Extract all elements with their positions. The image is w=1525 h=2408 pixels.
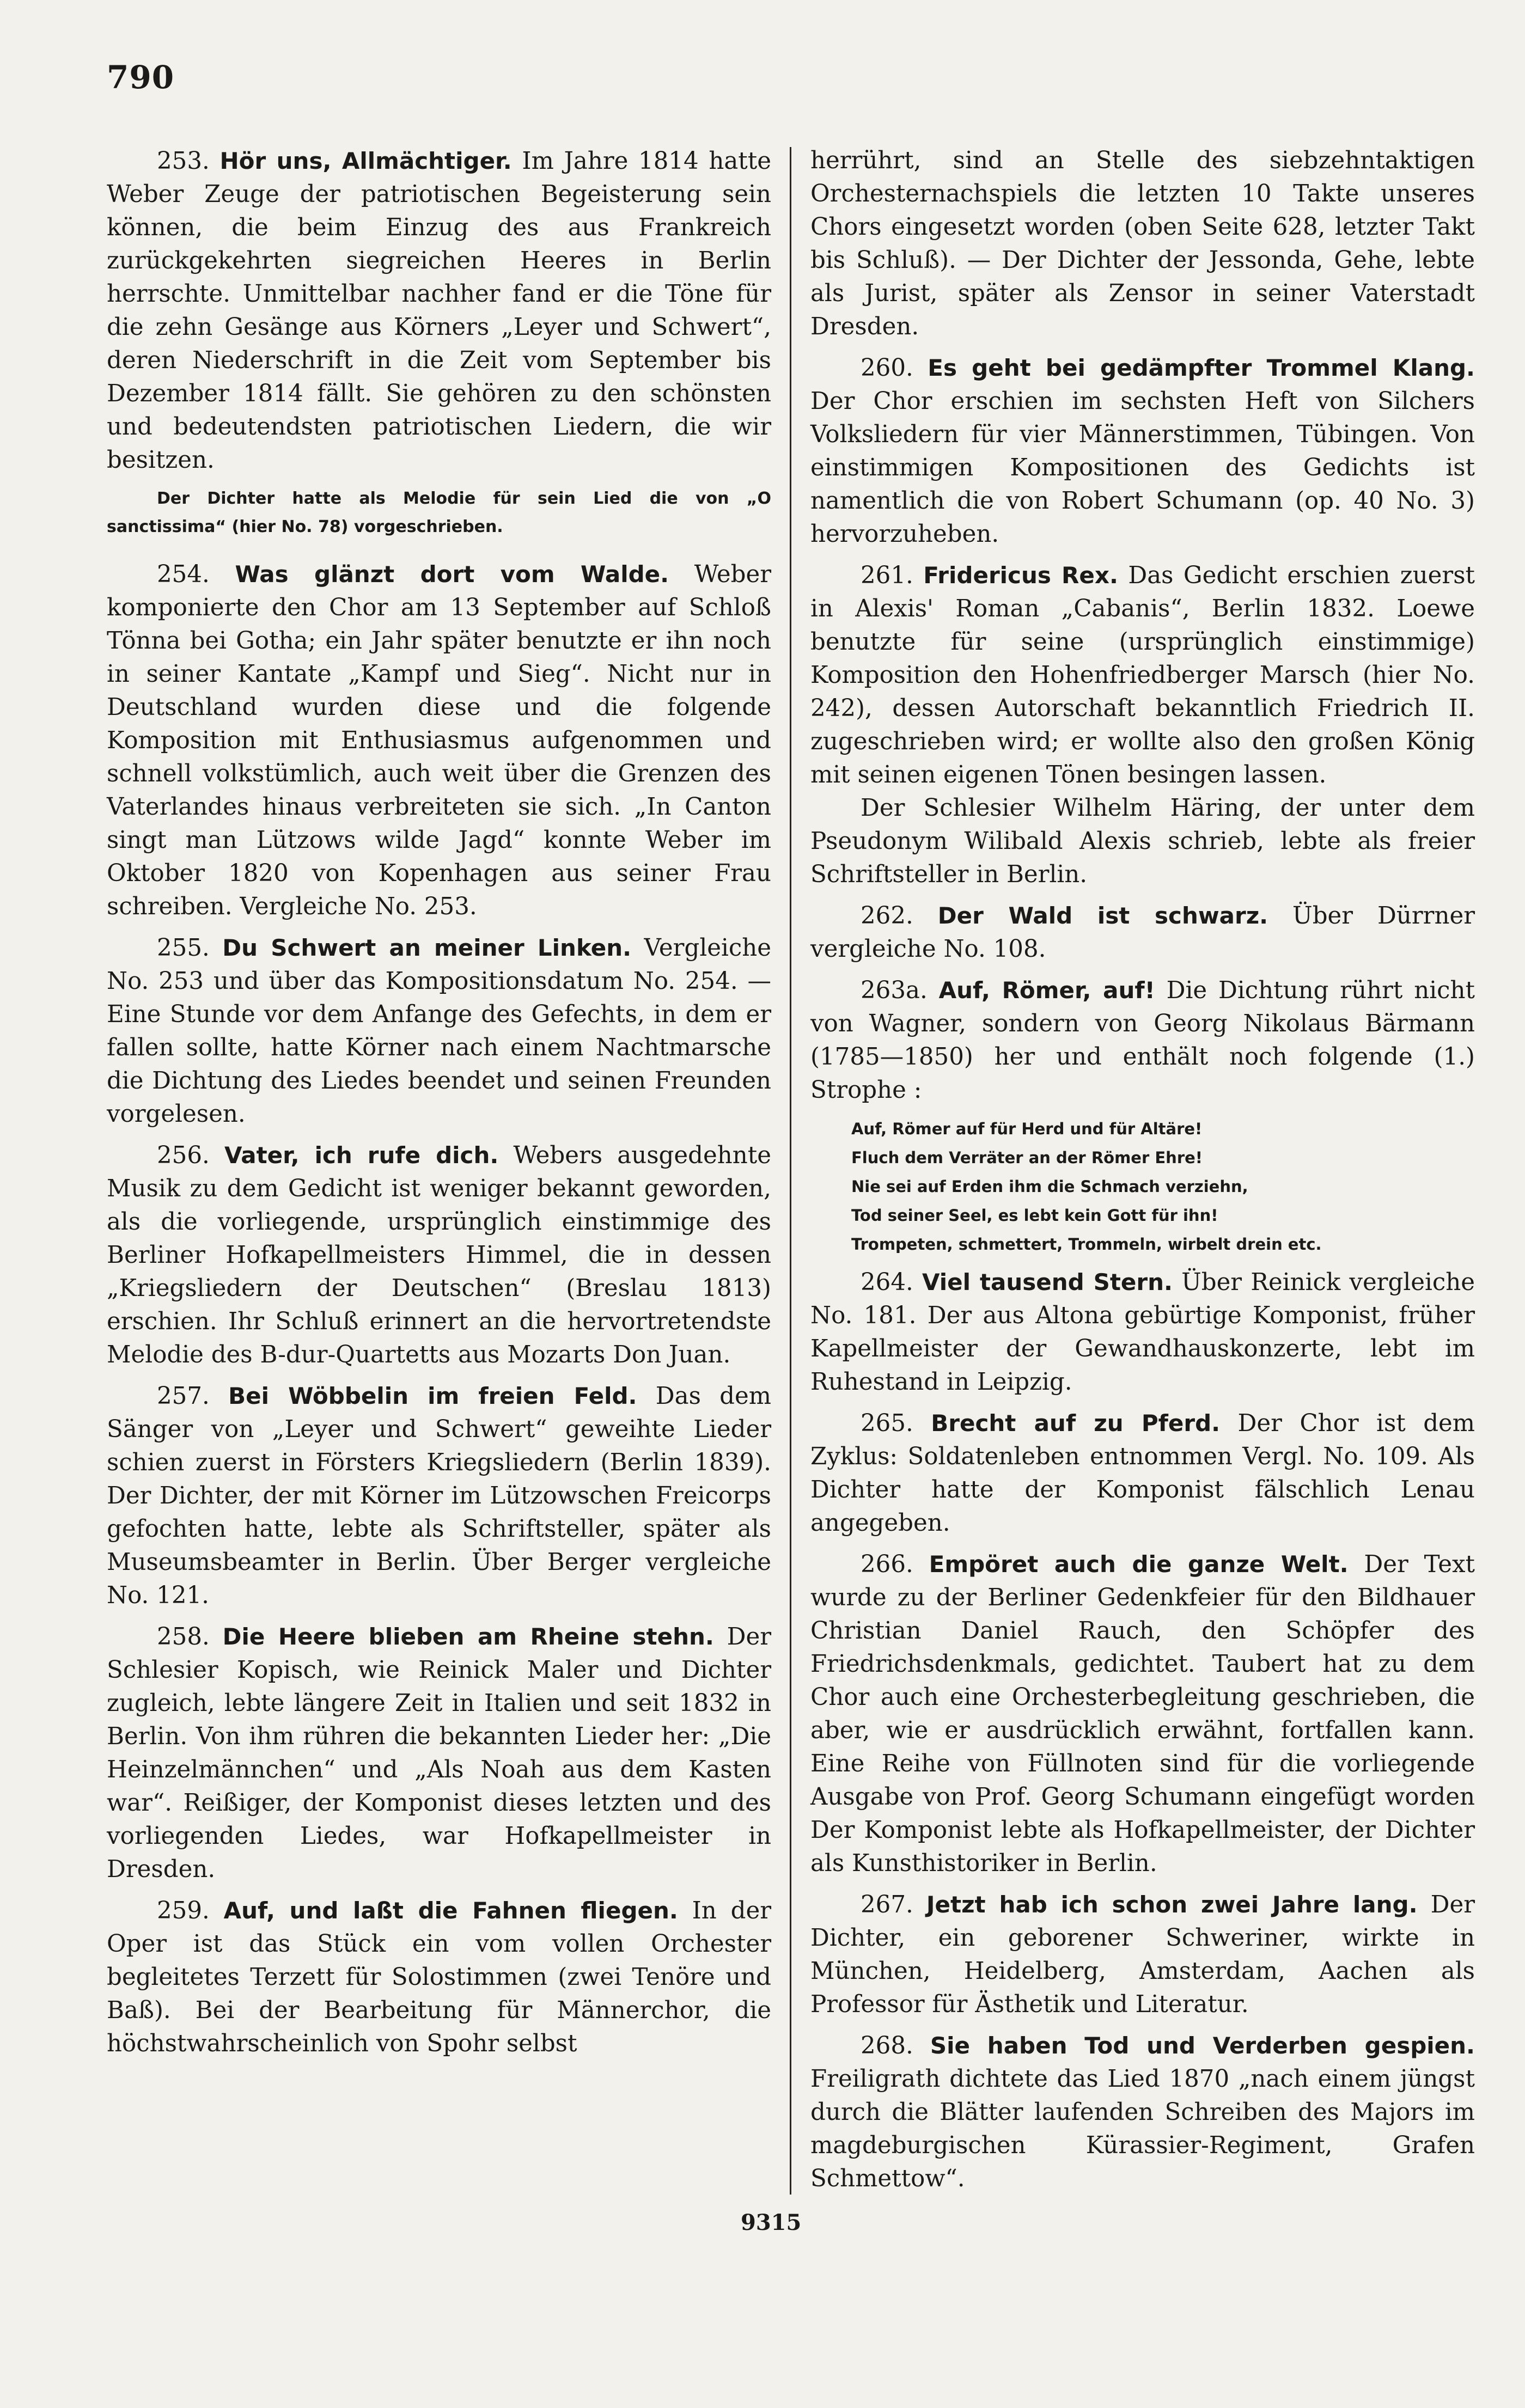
verse-line: Trompeten, schmettert, Trommeln, wirbelt drein etc. [851,1235,1322,1254]
entry-253 [107,144,771,477]
entry-text: Der Chor ist dem Zyklus: Soldatenleben entnommen Vergl. No. 109. Als Dichter hatte der Komponist fälschlich Lenau angegeben. [810,1410,1475,1537]
entry-text: Webers ausgedehnte Musik zu dem Gedicht ist weniger bekannt geworden, als die vorliegende, ursprünglich einstimmige des Berliner Hofkapellmeisters Himmel, die in dessen „Kriegsliedern der Deutschen“ (Breslau 1813) erschien. Ihr Schluß erinnert an die hervortretendste Melodie des B-dur-Quartetts aus Mozarts Don Juan. [107,1142,771,1368]
right-column [810,144,1475,2203]
entry-number: 254. [157,561,210,588]
entry-number: 266. [861,1551,913,1578]
entry-text: Der Schlesier Kopisch, wie Reinick Maler und Dichter zugleich, lebte längere Zeit in Italien und seit 1832 in Berlin. Von ihm rühren die bekannten Lieder her: „Die Heinzelmännchen“ und „Als Noah aus dem Kasten war“. Reißiger, der Komponist dieses letzten und des vorliegenden Liedes, war Hofkapellmeister in Dresden. [107,1623,772,1883]
verse-line: Nie sei auf Erden ihm die Schmach verziehn, [851,1177,1248,1196]
entry-number: 259. [157,1897,210,1924]
entry-text: Die Dichtung rührt nicht von Wagner, sondern von Georg Nikolaus Bärmann (1785—1850) her und enthält noch folgende (1.) Strophe : [810,977,1475,1104]
entry-text: Über Dürrner vergleiche No. 108. [810,902,1475,963]
entry-259 [107,1894,771,2061]
entry-text: Über Reinick vergleiche No. 181. Der aus Altona gebürtige Komponist, früher Kapellmeister der Gewandhauskonzerte, lebt im Ruhestand in Leipzig. [810,1269,1475,1396]
entry-number: 265. [861,1410,913,1437]
entry-text: Der Dichter, ein geborener Schweriner, wirkte in München, Heidelberg, Amsterdam, Aachen als Professor für Ästhetik und Literatur. [810,1891,1475,2018]
entry-title: Viel tausend Stern. [922,1269,1173,1295]
entry-text: Der Text wurde zu der Berliner Gedenkfeier für den Bildhauer Christian Daniel Rauch, den Schöpfer des Friedrichsdenkmals, gedichtet. Taubert hat zu dem Chor auch eine Orchesterbegleitung geschrieben, die aber, wie er ausdrücklich erwähnt, fortfallen kann. Eine Reihe von Füllnoten sind für die vorliegende Ausgabe von Prof. Georg Schumann eingefügt worden Der Komponist lebte als Hofkapellmeister, der Dichter als Kunsthistoriker in Berlin. [810,1551,1475,1877]
entry-number: 253. [157,148,210,175]
entry-263a [810,974,1475,1107]
entry-268 [810,2029,1475,2196]
entry-number: 268. [861,2032,913,2059]
entry-title: Brecht auf zu Pferd. [931,1410,1221,1437]
entry-title: Bei Wöbbelin im freien Feld. [228,1383,637,1409]
entry-title: Die Heere blieben am Rheine stehn. [222,1623,714,1650]
entry-254 [107,558,771,924]
entry-title: Fridericus Rex. [923,562,1118,589]
entry-255 [107,931,771,1131]
entry-260 [810,351,1475,551]
entry-title: Vater, ich rufe dich. [224,1142,499,1169]
entry-264 [810,1266,1475,1399]
entry-text: Das dem Sänger von „Leyer und Schwert“ geweihte Lieder schien zuerst in Försters Kriegsliedern (Berlin 1839). Der Dichter, der mit Körner im Lützowschen Freicorps gefochten hatte, lebte als Schriftsteller, später als Museumsbeamter in Berlin. Über Berger vergleiche No. 121. [107,1383,772,1609]
entry-text: Freiligrath dichtete das Lied 1870 „nach einem jüngst durch die Blätter laufenden Schreiben des Majors im magdeburgischen Kürassier-Regiment, Grafen Schmettow“. [810,2065,1475,2192]
entry-number: 263a. [861,977,928,1004]
entry-number: 256. [157,1142,210,1169]
entry-text: Das Gedicht erschien zuerst in Alexis' Roman „Cabanis“, Berlin 1832. Loewe benutzte für seine (ursprünglich einstimmige) Komposition den Hohenfriedberger Marsch (hier No. 242), dessen Autorschaft bekanntlich Friedrich II. zugeschrieben wird; er wollte also den großen König mit seinen eigenen Tönen besingen lassen. [810,562,1475,789]
entry-258 [107,1620,771,1886]
verse-263a [851,1115,1475,1259]
entry-267 [810,1888,1475,2021]
page-number: 790 [107,59,175,96]
entry-number: 260. [861,355,913,382]
entry-253-note: Der Dichter hatte als Melodie für sein Lied die von „O sanctissima“ (hier No. 78) vorgeschrieben. [107,489,771,536]
left-column [107,144,771,2068]
entry-title: Was glänzt dort vom Walde. [235,561,669,588]
entry-text: Im Jahre 1814 hatte Weber Zeuge der patriotischen Begeisterung sein können, die beim Einzug des aus Frankreich zurückgekehrten siegreichen Heeres in Berlin herrschte. Unmittelbar nachher fand er die Töne für die zehn Gesänge aus Körners „Leyer und Schwert“, deren Niederschrift in die Zeit vom September bis Dezember 1814 fällt. Sie gehören zu den schönsten und bedeutendsten patriotischen Liedern, die wir besitzen. [107,148,772,474]
continuation-text: herrührt, sind an Stelle des siebzehntaktigen Orchesternachspiels die letzten 10 Takte unseres Chors eingesetzt worden (oben Seite 628, letzter Takt bis Schluß). — Der Dichter der Jessonda, Gehe, lebte als Jurist, später als Zensor in seiner Vaterstadt Dresden. [810,147,1475,340]
entry-title: Empöret auch die ganze Welt. [929,1551,1349,1578]
entry-number: 257. [157,1383,210,1410]
entry-265 [810,1407,1475,1540]
entry-261 [810,559,1475,891]
verse-line: Fluch dem Verräter an der Römer Ehre! [851,1148,1203,1167]
entry-number: 261. [861,562,913,589]
entry-title: Auf, und laßt die Fahnen fliegen. [223,1897,678,1924]
entry-number: 267. [861,1891,913,1918]
entry-266 [810,1548,1475,1880]
entry-title: Der Wald ist schwarz. [937,902,1268,929]
entry-text: Vergleiche No. 253 und über das Kompositionsdatum No. 254. — Eine Stunde vor dem Anfange des Gefechts, in dem er fallen sollte, hatte Körner nach einem Nachtmarsche die Dichtung des Liedes beendet und seinen Freunden vorgelesen. [107,934,772,1128]
entry-extra-text: Der Schlesier Wilhelm Häring, der unter dem Pseudonym Wilibald Alexis schrieb, lebte als freier Schriftsteller in Berlin. [810,794,1475,888]
entry-title: Auf, Römer, auf! [938,977,1155,1004]
entry-number: 262. [861,902,913,930]
entry-number: 255. [157,934,210,962]
footer-number: 9315 [741,2210,802,2235]
column-divider [790,147,791,2195]
entry-title: Jetzt hab ich schon zwei Jahre lang. [926,1891,1418,1918]
verse-line: Auf, Römer auf für Herd und für Altäre! [851,1120,1203,1138]
entry-259-continuation [810,144,1475,344]
entry-text: Der Chor erschien im sechsten Heft von Silchers Volksliedern für vier Männerstimmen, Tübingen. Von einstimmigen Kompositionen des Gedichts ist namentlich die von Robert Schumann (op. 40 No. 3) hervorzuheben. [810,388,1475,548]
entry-number: 258. [157,1623,210,1651]
entry-number: 264. [861,1269,913,1296]
verse-line: Tod seiner Seel, es lebt kein Gott für ihn! [851,1206,1218,1225]
entry-title: Hör uns, Allmächtiger. [219,148,512,174]
entry-title: Es geht bei gedämpfter Trommel Klang. [928,355,1475,381]
entry-text: Weber komponierte den Chor am 13 September auf Schloß Tönna bei Gotha; ein Jahr später benutzte er ihn noch in seiner Kantate „Kampf und Sieg“. Nicht nur in Deutschland wurden diese und die folgende Komposition mit Enthusiasmus aufgenommen und schnell volkstümlich, auch weit über die Grenzen des Vaterlandes hinaus verbreiteten sie sich. „In Canton singt man Lützows wilde Jagd“ konnte Weber im Oktober 1820 von Kopenhagen aus seiner Frau schreiben. Vergleiche No. 253. [107,561,772,920]
entry-text: In der Oper ist das Stück ein vom vollen Orchester begleitetes Terzett für Solostimmen (zwei Tenöre und Baß). Bei der Bearbeitung für Männerchor, die höchstwahrscheinlich von Spohr selbst [107,1897,771,2057]
entry-256 [107,1139,771,1372]
entry-title: Du Schwert an meiner Linken. [222,934,632,961]
entry-title: Sie haben Tod und Verderben gespien. [930,2032,1475,2059]
entry-257 [107,1379,771,1612]
entry-262 [810,899,1475,966]
